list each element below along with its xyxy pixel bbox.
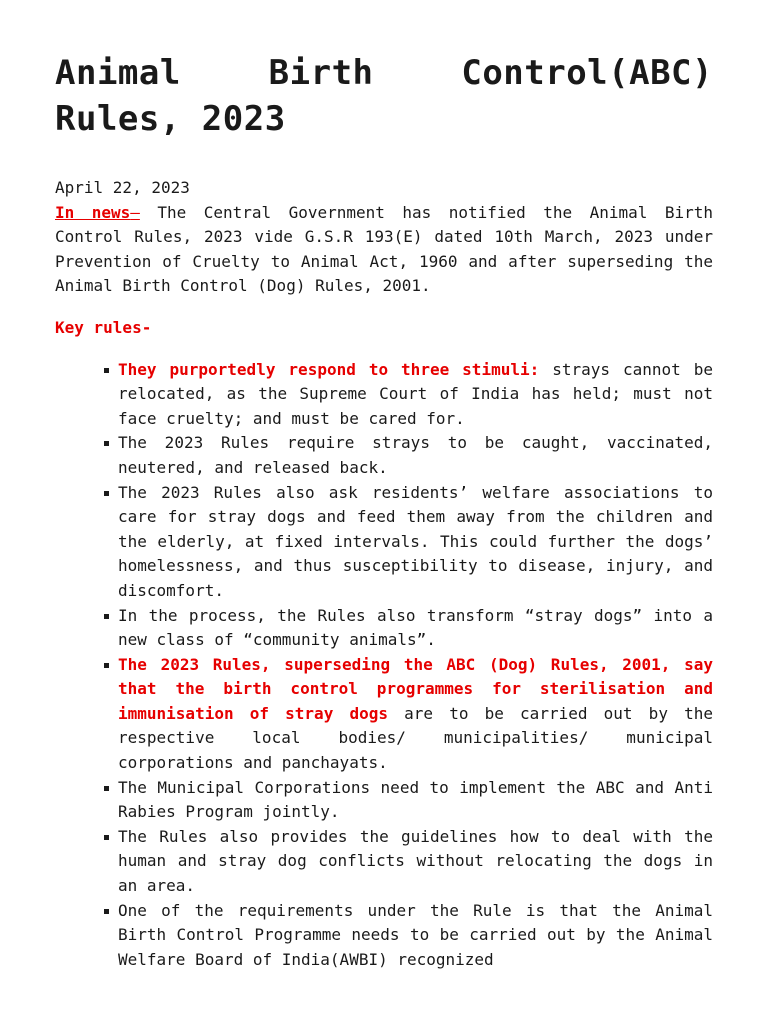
- highlighted-text: They purportedly respond to three stimuli:: [118, 359, 540, 379]
- list-item: [118, 825, 713, 899]
- highlighted-text: The 2023 Rules, superseding the ABC (Dog) Rules, 2001, say that the birth control programmes for sterilisation and immunisation of stray dogs: [118, 654, 713, 723]
- square-bullet-icon: [104, 909, 109, 914]
- list-item: [118, 899, 713, 973]
- list-item: [118, 431, 713, 480]
- in-news-label[interactable]: In news: [55, 202, 131, 222]
- item-text: strays cannot be relocated, as the Supreme Court of India has held; must not face cruelty; and must be cared for.: [118, 359, 714, 428]
- square-bullet-icon: [104, 835, 109, 840]
- square-bullet-icon: [104, 368, 109, 373]
- key-rules-list: [55, 358, 713, 973]
- item-text: The 2023 Rules require strays to be caught, vaccinated, neutered, and released back.: [118, 433, 713, 477]
- intro-text: The Central Government has notified the Animal Birth Control Rules, 2023 vide G.S.R 193(E) dated 10th March, 2023 under Prevention of Cruelty to Animal Act, 1960 and after superseding the Animal Birth Control (Dog) Rules, 2001.: [55, 202, 713, 296]
- item-text: In the process, the Rules also transform “stray dogs” into a new class of “community animals”.: [118, 605, 713, 650]
- item-text: One of the requirements under the Rule is that the Animal Birth Control Programme needs to be carried out by the Animal Welfare Board of India(AWBI) recognized: [118, 900, 713, 969]
- list-item: [118, 358, 713, 432]
- in-news-dash: –: [130, 202, 140, 222]
- square-bullet-icon: [104, 786, 109, 791]
- list-item: [118, 604, 713, 653]
- list-item: [118, 653, 713, 776]
- square-bullet-icon: [104, 441, 109, 446]
- publish-date: April 22, 2023: [55, 178, 190, 197]
- square-bullet-icon: [104, 491, 109, 496]
- item-text: The Municipal Corporations need to implement the ABC and Anti Rabies Program jointly.: [118, 777, 713, 822]
- article-title: Animal Birth Control(ABC) Rules, 2023: [55, 53, 713, 139]
- square-bullet-icon: [104, 614, 109, 619]
- key-rules-heading: Key rules-: [55, 317, 152, 337]
- intro-paragraph: [55, 201, 713, 299]
- item-text: The Rules also provides the guidelines how to deal with the human and stray dog conflicts without relocating the dogs in an area.: [118, 826, 713, 896]
- list-item: [118, 481, 713, 604]
- list-item: [118, 776, 713, 825]
- square-bullet-icon: [104, 663, 109, 668]
- item-text: The 2023 Rules also ask residents’ welfare associations to care for stray dogs and feed them away from the children and the elderly, at fixed intervals. This could further the dogs’ homelessness, and thus susceptibility to disease, injury, and discomfort.: [118, 482, 713, 600]
- item-text: are to be carried out by the respective local bodies/ municipalities/ municipal corporations and panchayats.: [118, 703, 713, 773]
